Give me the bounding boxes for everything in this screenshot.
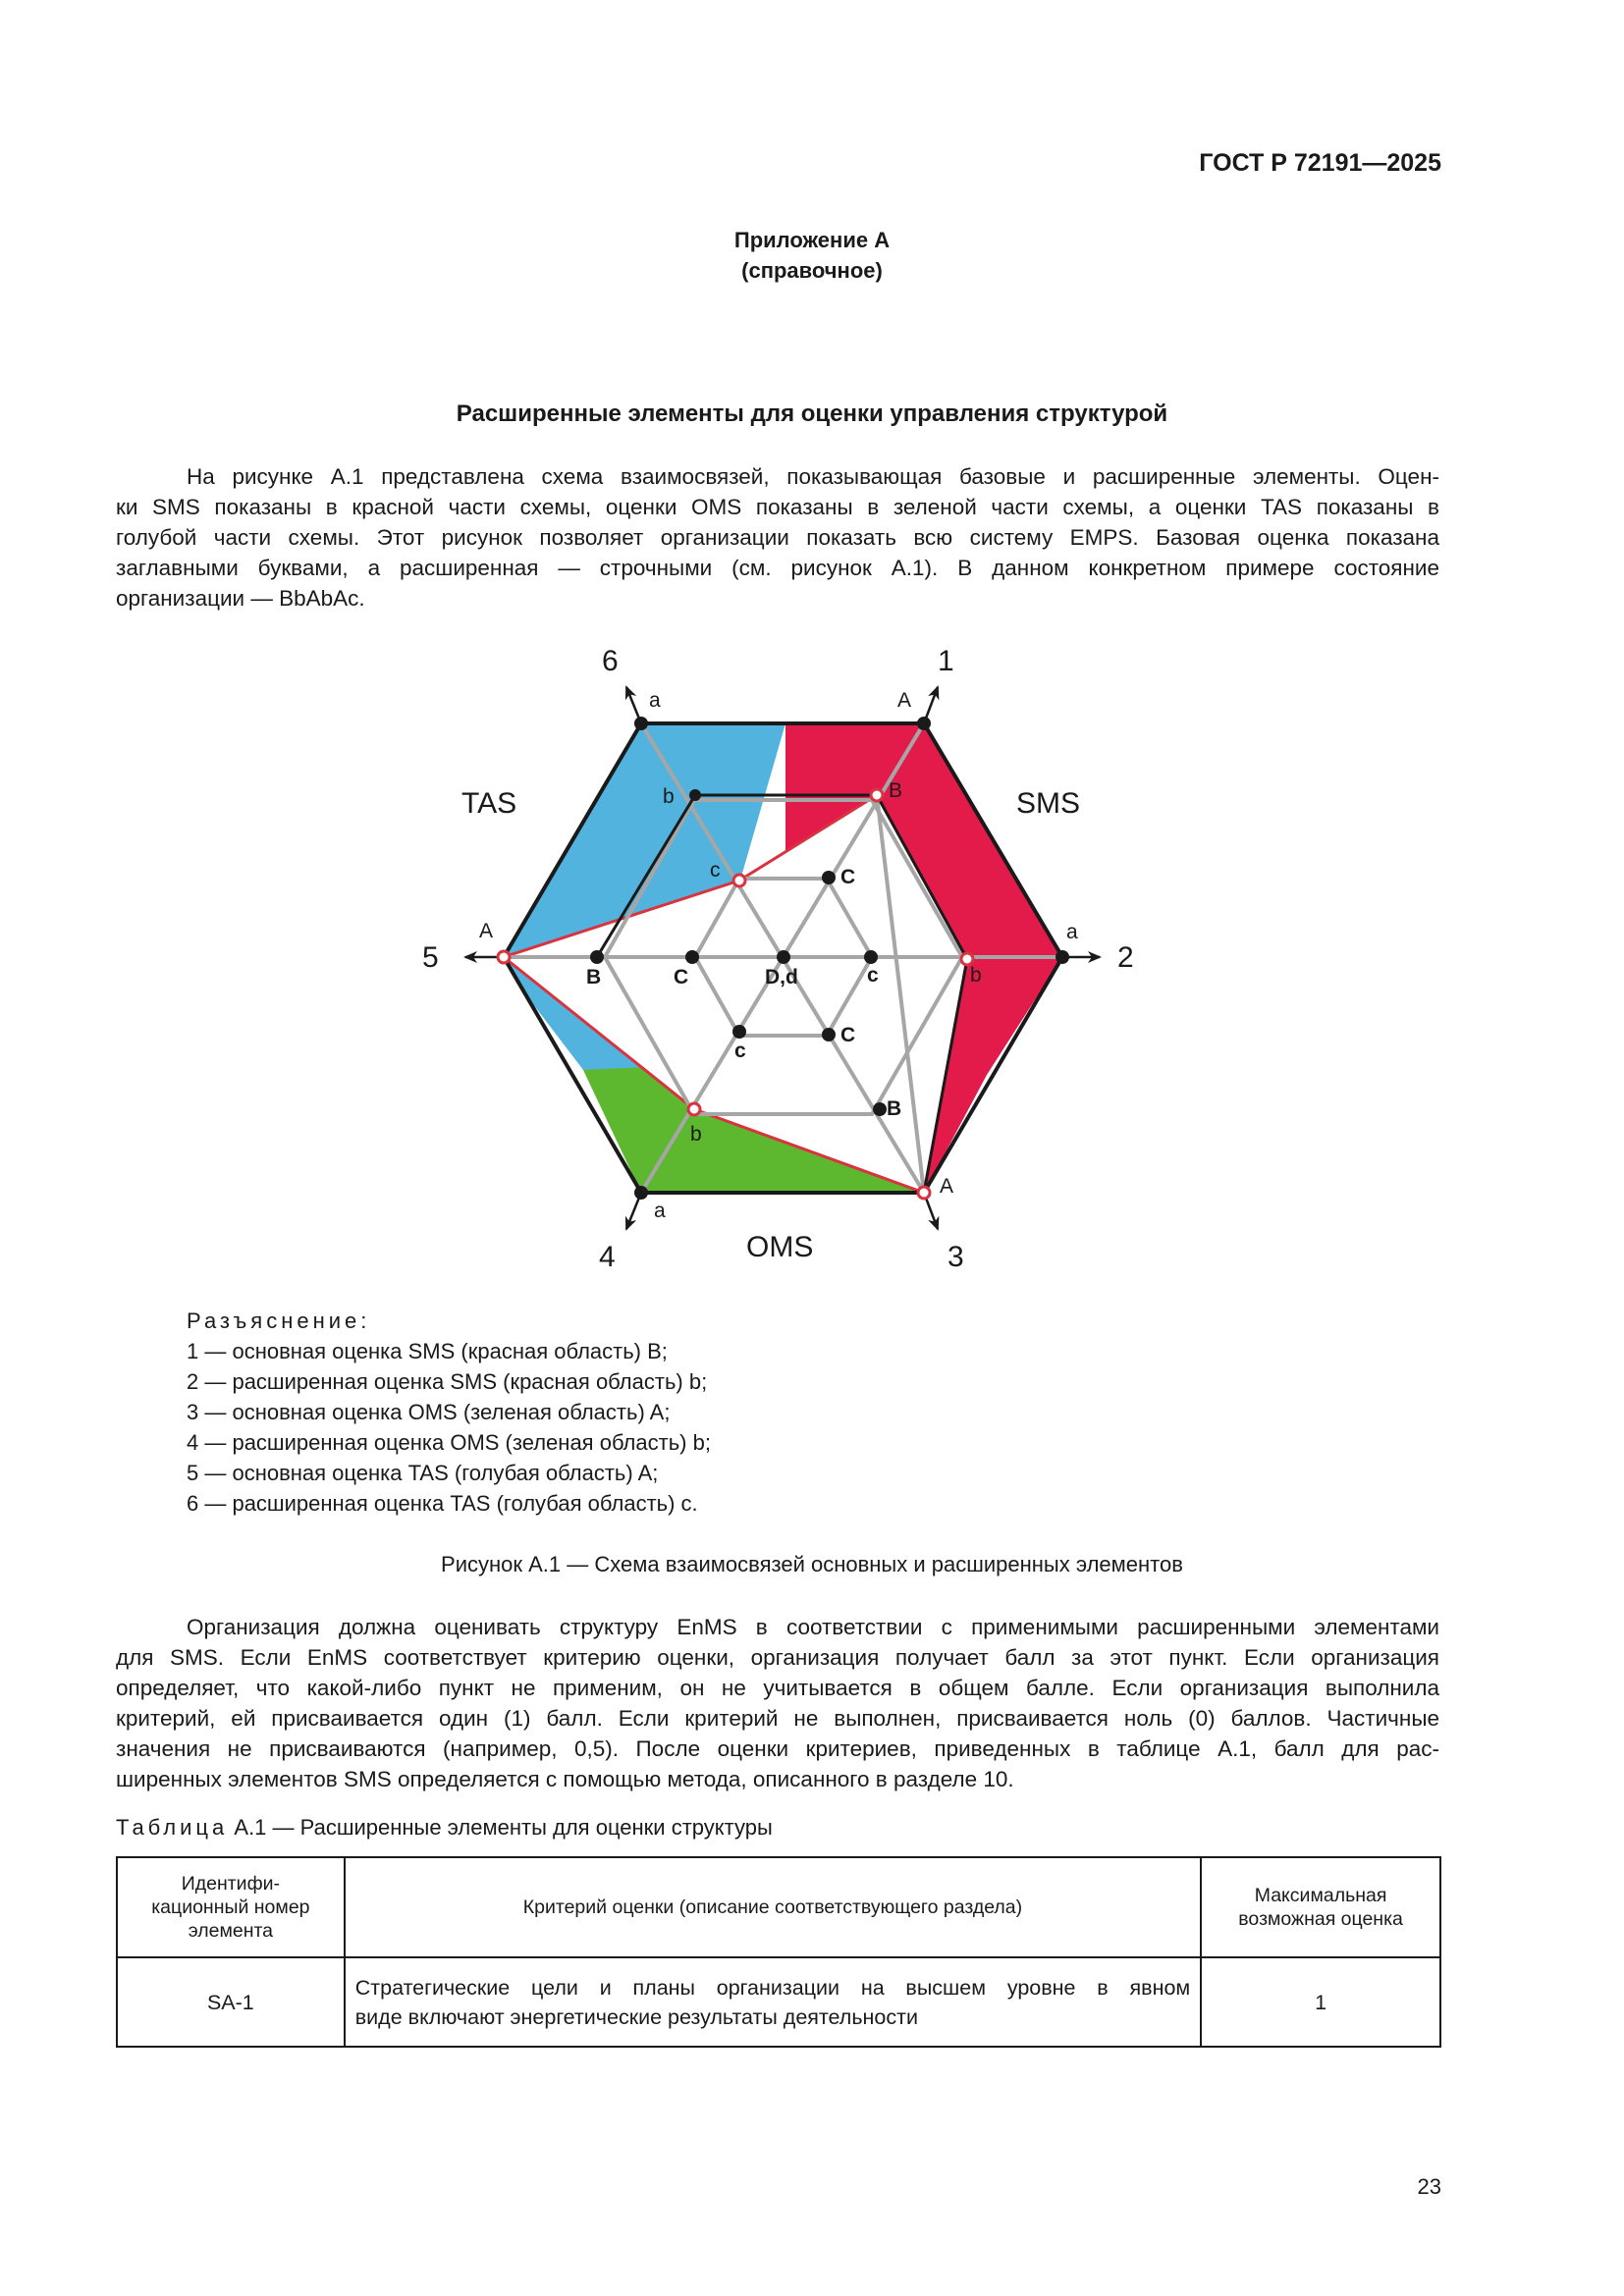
table-caption-prefix: Таблица — [116, 1815, 229, 1840]
section-title: Расширенные элементы для оценки управления структурой — [456, 400, 1168, 427]
body-line: ширенных элементов SMS определяется с помощью метода, описанного в разделе 10. — [116, 1767, 1014, 1791]
criteria-table — [116, 1856, 1441, 2048]
page-number: 23 — [1417, 2174, 1441, 2199]
table-caption — [116, 1815, 773, 1841]
legend-item: 5 — основная оценка TAS (голубая область) A; — [187, 1461, 659, 1485]
header-max-line: возможная оценка — [1238, 1908, 1403, 1930]
point-ax2-a — [1056, 950, 1069, 964]
label-ax3-C: C — [840, 1024, 856, 1046]
point-center — [777, 950, 790, 964]
legend-item: 4 — расширенная оценка OMS (зеленая область) b; — [187, 1430, 711, 1455]
cell-criterion — [345, 1957, 1201, 2047]
region-label-sms: SMS — [1016, 787, 1081, 820]
body-line: для SMS. Если EnMS соответствует критерию оценки, организация получает балл за этот пункт. Если организация — [116, 1645, 1439, 1670]
label-ax5-C: C — [674, 966, 689, 988]
label-ax6-b: b — [663, 785, 675, 808]
table-row — [117, 1957, 1440, 2047]
profile-point-ax5-A — [498, 951, 510, 963]
label-ax2-b: b — [970, 964, 982, 987]
point-ax4-a — [634, 1186, 648, 1200]
point-ax6-a — [634, 717, 648, 730]
point-ax1-c — [864, 950, 878, 964]
appendix-subtitle: (справочное) — [741, 258, 883, 283]
point-ax1-C — [822, 871, 836, 884]
cell-criterion-line: Стратегические цели и планы организации на высшем уровне в явном — [354, 1975, 1191, 2000]
intro-paragraph — [116, 461, 1439, 614]
header-max-line: Максимальная — [1254, 1885, 1387, 1906]
profile-point-ax1-B — [871, 789, 883, 801]
intro-line: На рисунке А.1 представлена схема взаимосвязей, показывающая базовые и расширенные элементы. Оцен- — [187, 464, 1439, 489]
label-ax5-B: B — [586, 966, 602, 988]
point-ax5-B — [590, 950, 604, 964]
header-id-line: Идентифи- — [181, 1873, 280, 1895]
label-ax6-c: c — [710, 859, 721, 881]
point-ax5-C — [685, 950, 699, 964]
legend-heading: Разъяснение: — [187, 1308, 371, 1333]
header-id-line: элемента — [188, 1920, 274, 1942]
profile-point-ax4-b — [688, 1103, 700, 1115]
axis-number-2: 2 — [1117, 941, 1134, 974]
point-ax4-c — [732, 1025, 746, 1039]
table-caption-text: А.1 — Расширенные элементы для оценки структуры — [234, 1815, 773, 1840]
intro-line: заглавными буквами, а расширенная — строчными (см. рисунок А.1). В данном конкретном примере состояние — [116, 556, 1439, 580]
legend-item: 1 — основная оценка SMS (красная область) B; — [187, 1339, 668, 1363]
body-line: Организация должна оценивать структуру EnMS в соответствии с применимыми расширенными элементами — [187, 1615, 1439, 1639]
legend-item: 3 — основная оценка OMS (зеленая область) A; — [187, 1400, 671, 1424]
label-ax1-c: c — [867, 964, 879, 987]
figure-caption: Рисунок А.1 — Схема взаимосвязей основных и расширенных элементов — [441, 1552, 1183, 1576]
legend-item: 2 — расширенная оценка SMS (красная область) b; — [187, 1369, 708, 1394]
body-line: значения не присваиваются (например, 0,5). После оценки критериев, приведенных в таблице А.1, балл для рас- — [116, 1736, 1439, 1761]
region-label-tas: TAS — [461, 787, 517, 820]
label-ax3-B: B — [887, 1097, 902, 1120]
label-ax1-C: C — [840, 866, 856, 888]
intro-line: организации — BbAbAc. — [116, 586, 365, 611]
header-id — [117, 1857, 345, 1957]
header-id-line: кационный номер — [151, 1896, 310, 1918]
axis-number-6: 6 — [602, 645, 619, 677]
cell-id: SA-1 — [117, 1957, 345, 2047]
label-ax4-b: b — [690, 1123, 702, 1146]
label-ax2-a: a — [1066, 921, 1078, 943]
body-line: определяет, что какой-либо пункт не применим, он не учитывается в общем балле. Если организация выполнила — [116, 1676, 1439, 1700]
axis-number-1: 1 — [938, 645, 954, 677]
header-max — [1201, 1857, 1440, 1957]
label-ax6-a: a — [649, 689, 661, 712]
axis-number-5: 5 — [422, 941, 439, 974]
standard-number: ГОСТ Р 72191—2025 — [1199, 149, 1441, 177]
body-paragraph — [116, 1612, 1439, 1794]
cell-criterion-line: виде включают энергетические результаты деятельности — [354, 2004, 918, 2029]
region-label-oms: OMS — [746, 1231, 814, 1263]
intro-line: ки SMS показаны в красной части схемы, оценки OMS показаны в зеленой части схемы, а оценки TAS показаны в — [116, 495, 1439, 519]
profile-point-ax3-A — [918, 1187, 930, 1199]
axis-number-4: 4 — [599, 1241, 616, 1273]
label-ax4-c: c — [734, 1040, 746, 1062]
legend — [187, 1306, 711, 1519]
axis-number-3: 3 — [947, 1241, 964, 1273]
point-ax3-B — [873, 1102, 887, 1116]
point-ax3-C — [822, 1028, 836, 1041]
cell-max: 1 — [1201, 1957, 1440, 2047]
point-ax6-b — [689, 789, 701, 801]
relationship-diagram — [393, 628, 1159, 1286]
appendix-title: Приложение А — [733, 228, 891, 252]
table-header-row — [117, 1857, 1440, 1957]
legend-item: 6 — расширенная оценка TAS (голубая область) c. — [187, 1491, 698, 1516]
label-center: D,d — [765, 966, 798, 988]
label-ax3-A: A — [940, 1175, 954, 1198]
label-ax1-B: B — [889, 779, 903, 802]
header-criterion: Критерий оценки (описание соответствующего раздела) — [345, 1857, 1201, 1957]
point-ax1-A — [917, 717, 931, 730]
body-line: критерий, ей присваивается один (1) балл. Если критерий не выполнен, присваивается ноль (0) баллов. Частичные — [116, 1706, 1439, 1731]
profile-point-ax6-c — [733, 875, 745, 886]
label-ax1-A: A — [897, 689, 912, 712]
label-ax5-A: A — [479, 920, 494, 942]
intro-line: голубой части схемы. Этот рисунок позволяет организации показать всю систему EMPS. Базовая оценка показана — [116, 525, 1439, 550]
label-ax4-a: a — [654, 1200, 666, 1222]
